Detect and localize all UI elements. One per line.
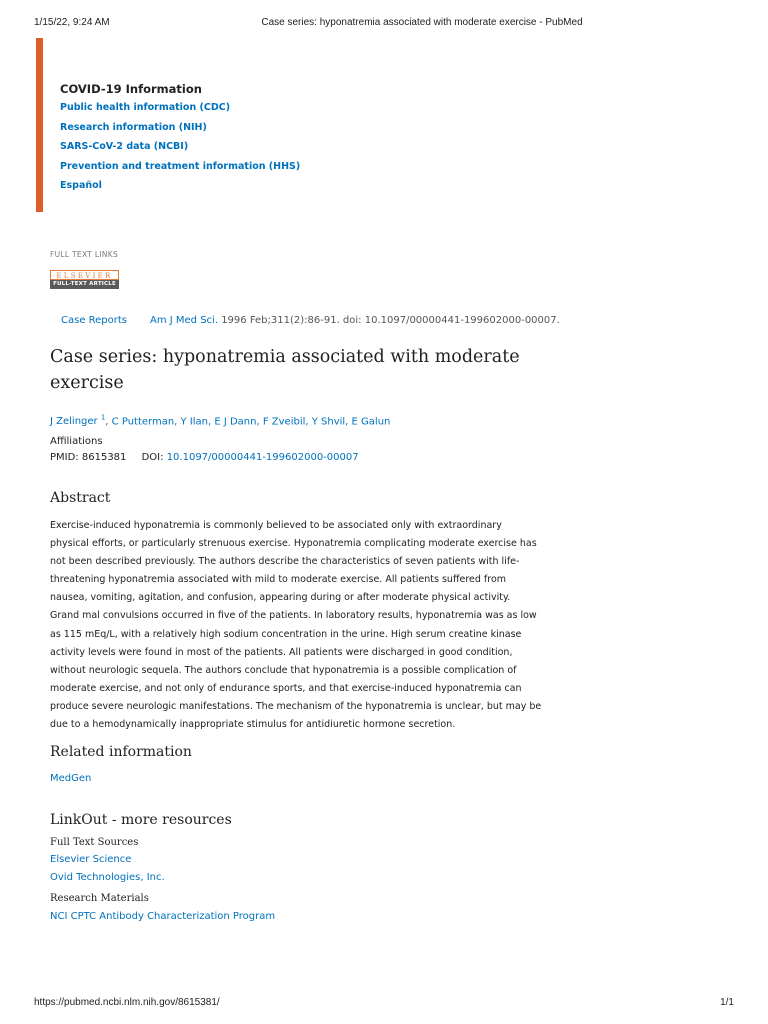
pmid-value: 8615381 [81, 452, 127, 463]
print-page-number: 1/1 [720, 997, 734, 1008]
journal-link[interactable]: Am J Med Sci. [150, 315, 218, 326]
elsevier-logo-text: ELSEVIER [50, 270, 119, 280]
author-separator: , [105, 416, 109, 428]
covid-links [60, 102, 300, 200]
print-header [34, 17, 734, 31]
article-title: Case series: hyponatremia associated with moderate exercise [50, 347, 520, 393]
doi-label: DOI: [141, 452, 164, 463]
full-text-sources-label: Full Text Sources [50, 837, 139, 848]
first-author-name: J Zelinger [50, 416, 98, 428]
elsevier-science-link[interactable]: Elsevier Science [50, 854, 132, 865]
affiliations-toggle[interactable]: Affiliations [50, 436, 103, 447]
affiliation-marker[interactable]: 1 [100, 414, 106, 422]
doi-link[interactable]: 10.1097/00000441-199602000-00007 [166, 452, 359, 463]
citation-text: 1996 Feb;311(2):86-91. doi: 10.1097/00000441-199602000-00007. [221, 315, 560, 326]
article-meta-line [61, 315, 560, 327]
abstract-text: Exercise-induced hyponatremia is commonly believed to be associated only with extraordinary physical efforts, or particularly strenuous exercise. Hyponatremia complicating moderate exercise has not been described previously. The authors describe the characteristics of seven patients with life-threatening hyponatremia associated with mild to moderate exercise. All patients suffered from nausea, vomiting, agitation, and confusion, appearing during or after moderate physical activity. Grand mal convulsions occurred in five of the patients. In laboratory results, hyponatremia was as low as 115 mEq/L, with a relatively high sodium concentration in the urine. High serum creatine kinase activity levels were found in most of the patients. All patients were discharged in good condition, without neurologic sequela. The authors conclude that hyponatremia is a possible complication of moderate exercise, and not only of endurance sports, and that exercise-induced hyponatremia can produce severe neurologic manifestations. The mechanism of the hyponatremia is unclear, but may be due to a hemodynamically inappropriate stimulus for antidiuretic hormone secretion. [50, 520, 542, 731]
linkout-heading: LinkOut - more resources [50, 812, 232, 828]
full-text-article-label: FULL-TEXT ARTICLE [50, 280, 119, 289]
article-identifiers [50, 452, 359, 464]
covid-link-cdc[interactable]: Public health information (CDC) [60, 102, 231, 113]
research-materials-label: Research Materials [50, 893, 149, 904]
abstract-heading: Abstract [50, 490, 111, 506]
covid-link-ncbi[interactable]: SARS-CoV-2 data (NCBI) [60, 141, 189, 153]
medgen-link[interactable]: MedGen [50, 773, 92, 784]
covid-link-espanol[interactable]: Español [60, 180, 102, 192]
print-datetime: 1/15/22, 9:24 AM [34, 17, 110, 28]
covid-title: COVID-19 Information [60, 82, 202, 96]
publication-type-link[interactable]: Case Reports [61, 315, 128, 326]
covid-link-nih[interactable]: Research information (NIH) [60, 121, 207, 133]
full-text-links-label: FULL TEXT LINKS [50, 250, 119, 259]
pmid-label: PMID: [50, 452, 79, 463]
related-information-heading: Related information [50, 744, 192, 760]
elsevier-full-text-button[interactable] [50, 270, 119, 290]
author-link-first[interactable] [50, 416, 105, 427]
covid-info-box [36, 38, 436, 212]
print-url: https://pubmed.ncbi.nlm.nih.gov/8615381/ [34, 997, 220, 1008]
covid-link-hhs[interactable]: Prevention and treatment information (HHS) [60, 160, 301, 172]
print-page-title: Case series: hyponatremia associated with moderate exercise - PubMed [261, 17, 583, 28]
other-authors-links[interactable]: C Putterman, Y Ilan, E J Dann, F Zveibil, Y Shvil, E Galun [111, 416, 391, 428]
author-list [50, 412, 390, 428]
print-footer [34, 997, 734, 1011]
ovid-technologies-link[interactable]: Ovid Technologies, Inc. [50, 872, 165, 883]
nci-cptc-link[interactable]: NCI CPTC Antibody Characterization Program [50, 911, 276, 922]
